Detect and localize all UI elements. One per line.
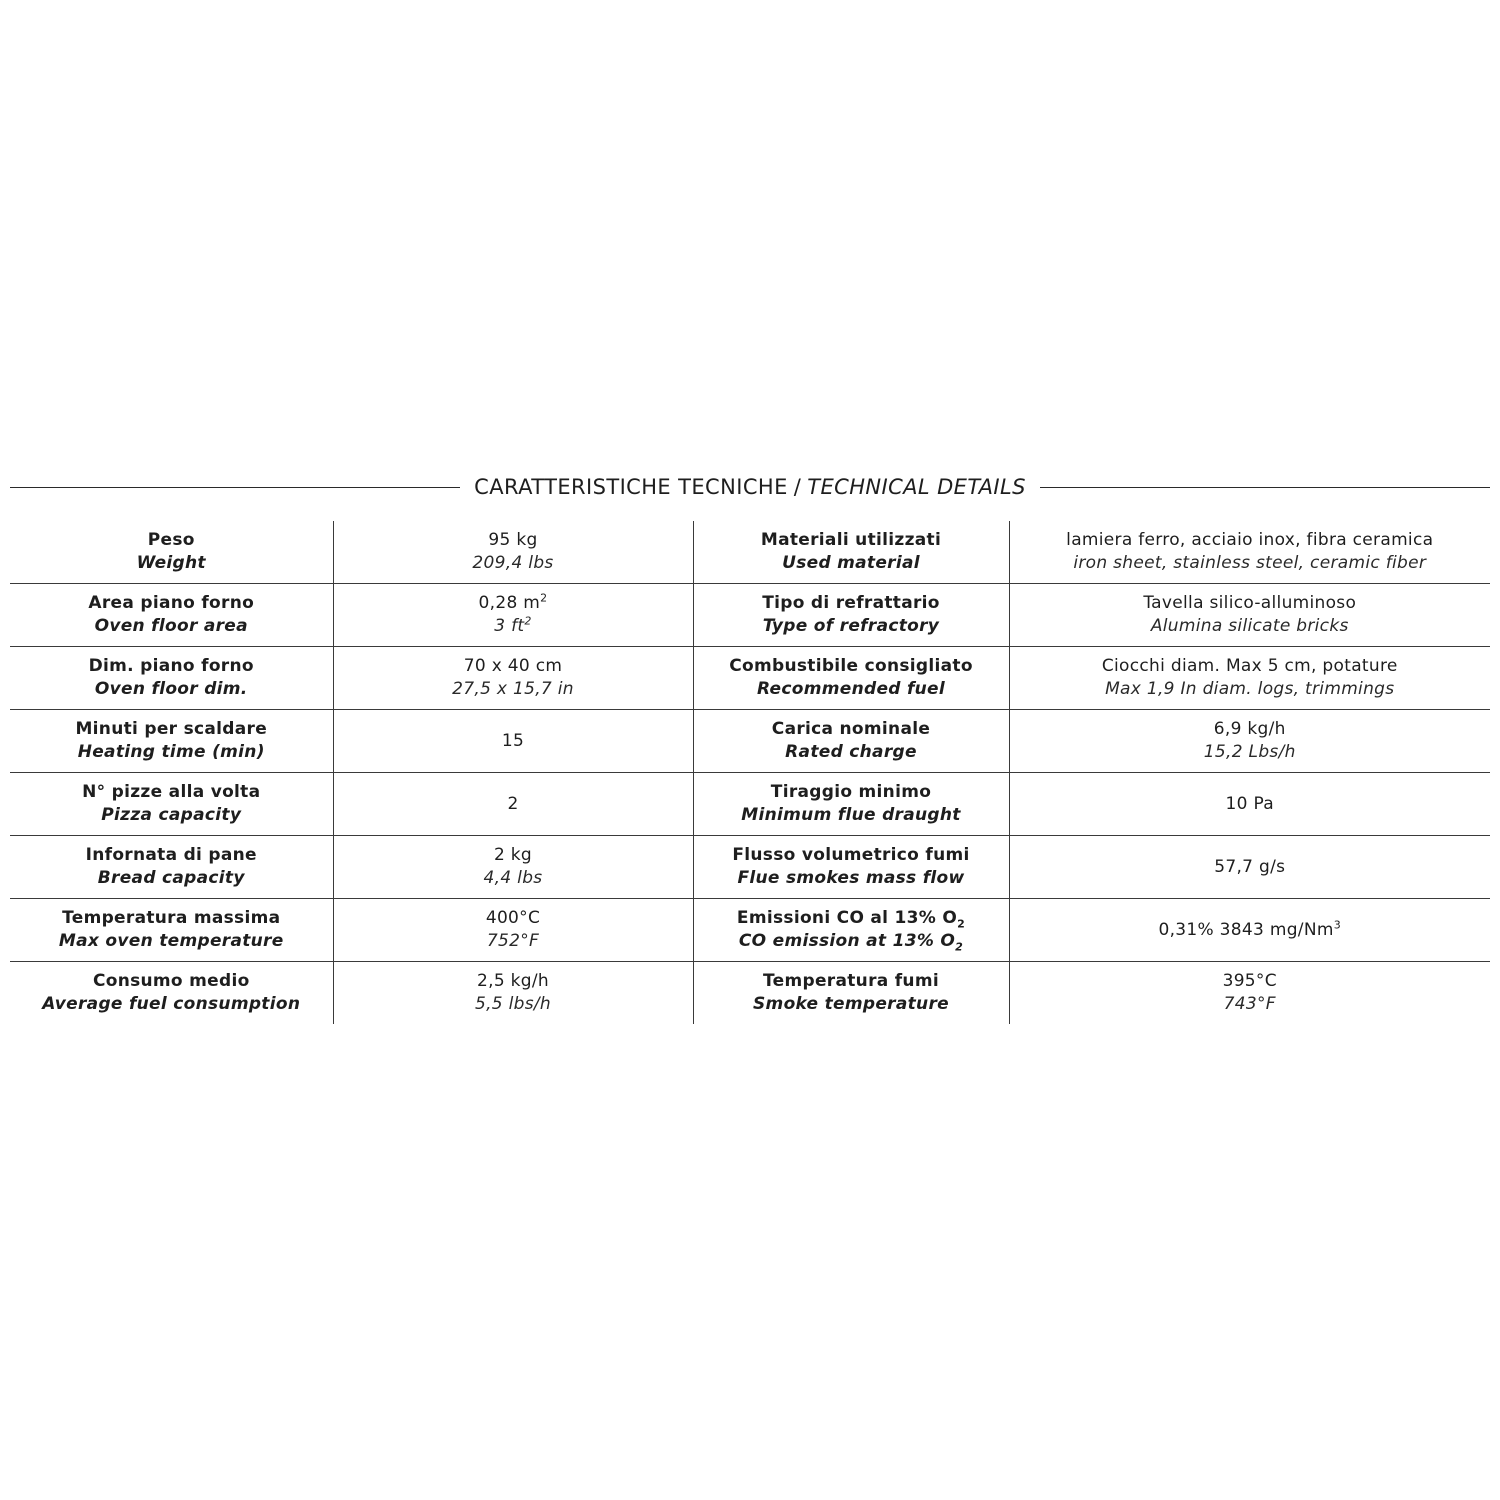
spec-label-cell (693, 647, 1009, 710)
spec-value-cell (333, 836, 693, 899)
spec-label-cell (693, 584, 1009, 647)
spec-value-en: iron sheet, stainless steel, ceramic fiber (1073, 553, 1427, 573)
spec-label-en: CO emission at 13% $O_2$ (738, 931, 964, 954)
spec-value-it: lamiera ferro, acciaio inox, fibra ceramica (1066, 530, 1434, 550)
spec-label-en: Heating time (min) (77, 742, 265, 762)
spec-value: 57,7 g/s (1214, 856, 1286, 877)
spec-label-it: Carica nominale (771, 719, 931, 739)
spec-label-en: Type of refractory (762, 616, 940, 636)
spec-value-cell (1009, 521, 1490, 584)
spec-value-cell (333, 773, 693, 836)
spec-label-cell (10, 647, 333, 710)
header-rule-right (1040, 487, 1490, 488)
spec-row (10, 773, 1490, 836)
header-rule-left (10, 487, 460, 488)
spec-value-cell (333, 962, 693, 1025)
spec-value-en: 15,2 Lbs/h (1203, 742, 1296, 762)
spec-label-cell (693, 962, 1009, 1025)
spec-value-cell (333, 584, 693, 647)
spec-value-cell (333, 521, 693, 584)
title-separator: / (793, 475, 802, 499)
spec-label-it: Peso (147, 530, 195, 550)
spec-row (10, 899, 1490, 962)
spec-label-en: Max oven temperature (58, 931, 284, 951)
spec-row (10, 710, 1490, 773)
spec-value-cell (1009, 899, 1490, 962)
spec-label-it: Flusso volumetrico fumi (732, 845, 970, 865)
spec-value-cell (333, 710, 693, 773)
spec-value-cell (1009, 584, 1490, 647)
spec-value-cell (1009, 962, 1490, 1025)
spec-label-en: Flue smokes mass flow (737, 868, 965, 888)
spec-value-it: 6,9 kg/h (1213, 719, 1286, 739)
spec-label-it: Temperatura fumi (763, 971, 939, 991)
spec-label-en: Smoke temperature (753, 994, 949, 1014)
title-italian: CARATTERISTICHE TECNICHE (474, 475, 788, 499)
spec-label-cell (10, 521, 333, 584)
spec-label-cell (10, 899, 333, 962)
specs-table (10, 521, 1490, 1024)
spec-row (10, 521, 1490, 584)
spec-value-en: 27,5 x 15,7 in (452, 679, 574, 699)
spec-label-it: N° pizze alla volta (82, 782, 261, 802)
spec-value-en: 3 $ft^2$ (494, 614, 532, 636)
spec-label-it: Emissioni CO al 13% $O_2$ (736, 908, 966, 931)
spec-value-it: Tavella silico-alluminoso (1143, 593, 1357, 613)
spec-label-it: Area piano forno (88, 593, 255, 613)
spec-label-en: Weight (136, 553, 206, 573)
spec-label-cell (10, 584, 333, 647)
spec-label-it: Tipo di refrattario (762, 593, 940, 613)
superscript: 2 (540, 591, 548, 605)
spec-value-cell (1009, 710, 1490, 773)
spec-value-cell (1009, 773, 1490, 836)
spec-label-cell (693, 710, 1009, 773)
spec-label-en: Rated charge (785, 742, 917, 762)
spec-label-it: Materiali utilizzati (760, 530, 942, 550)
spec-row (10, 836, 1490, 899)
spec-value: 0,31% 3843 mg/Nm$^3$ (1158, 917, 1342, 940)
spec-value-en: Max 1,9 In diam. logs, trimmings (1105, 679, 1395, 699)
spec-value-en: 5,5 lbs/h (474, 994, 551, 1014)
spec-label-en: Oven floor dim. (94, 679, 248, 699)
spec-value-it: Ciocchi diam. Max 5 cm, potature (1101, 656, 1398, 676)
spec-value-cell (1009, 836, 1490, 899)
spec-label-en: Pizza capacity (101, 805, 242, 825)
spec-label-it: Temperatura massima (62, 908, 281, 928)
section-title (460, 475, 1040, 499)
subscript: 2 (955, 940, 964, 954)
subscript: 2 (957, 917, 966, 931)
spec-label-cell (10, 962, 333, 1025)
spec-value-en: Alumina silicate bricks (1150, 616, 1349, 636)
spec-label-it: Tiraggio minimo (770, 782, 932, 802)
spec-label-it: Minuti per scaldare (75, 719, 268, 739)
spec-label-en: Minimum flue draught (741, 805, 961, 825)
spec-label-cell (693, 836, 1009, 899)
section-header (10, 472, 1490, 502)
spec-value-cell (1009, 647, 1490, 710)
superscript: 2 (524, 614, 532, 628)
spec-label-it: Combustibile consigliato (729, 656, 973, 676)
spec-value: 10 Pa (1225, 793, 1274, 814)
superscript: 3 (1333, 917, 1342, 931)
spec-label-en: Bread capacity (97, 868, 245, 888)
spec-label-en: Oven floor area (94, 616, 248, 636)
spec-row (10, 962, 1490, 1025)
spec-value-it: 70 x 40 cm (463, 656, 563, 676)
spec-label-en: Average fuel consumption (42, 994, 301, 1014)
spec-label-en: Used material (782, 553, 920, 573)
spec-value-en: 4,4 lbs (483, 868, 543, 888)
spec-label-cell (693, 773, 1009, 836)
spec-value-en: 743°F (1223, 994, 1276, 1014)
spec-label-cell (10, 773, 333, 836)
spec-label-cell (693, 521, 1009, 584)
spec-value-it: 395°C (1222, 971, 1277, 991)
spec-label-cell (10, 836, 333, 899)
spec-label-en: Recommended fuel (756, 679, 946, 699)
spec-value-it: 0,28 $m^2$ (478, 591, 548, 613)
spec-value: 15 (501, 730, 525, 751)
spec-label-it: Dim. piano forno (88, 656, 254, 676)
spec-label-cell (10, 710, 333, 773)
spec-value: 2 (507, 793, 519, 814)
title-english: TECHNICAL DETAILS (807, 475, 1026, 499)
spec-label-it: Consumo medio (92, 971, 250, 991)
spec-row (10, 647, 1490, 710)
spec-value-it: 2 kg (493, 845, 533, 865)
spec-row (10, 584, 1490, 647)
spec-label-cell (693, 899, 1009, 962)
spec-value-it: 400°C (485, 908, 541, 928)
spec-value-en: 752°F (486, 931, 540, 951)
spec-value-it: 2,5 kg/h (477, 971, 549, 991)
spec-value-cell (333, 899, 693, 962)
spec-label-it: Infornata di pane (85, 845, 257, 865)
spec-value-it: 95 kg (488, 530, 538, 550)
spec-value-en: 209,4 lbs (472, 553, 554, 573)
spec-value-cell (333, 647, 693, 710)
